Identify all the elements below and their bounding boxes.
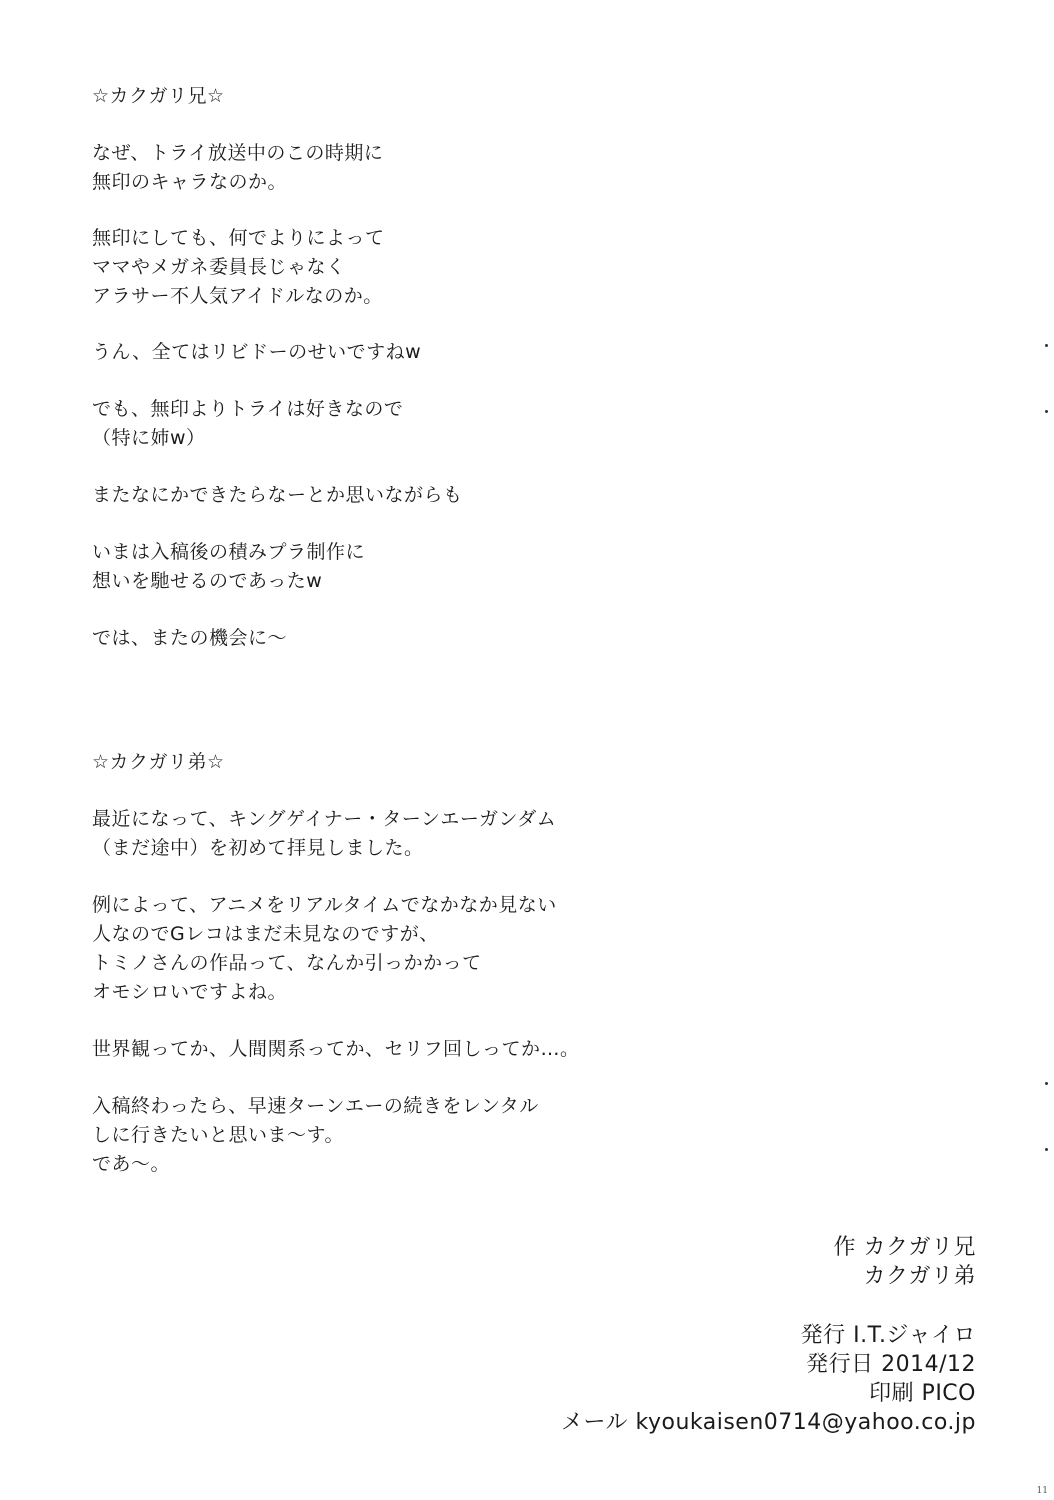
text-line: であ～。 (92, 1153, 171, 1175)
text-line: しに行きたいと思いま～す。 (92, 1124, 344, 1146)
text-line: では、またの機会に～ (92, 627, 288, 649)
colophon-printer: 印刷 PICO (869, 1381, 976, 1406)
text-line: またなにかできたらなーとか思いながらも (92, 484, 463, 506)
text-line: アラサー不人気アイドルなのか。 (92, 285, 383, 307)
text-line: 無印のキャラなのか。 (92, 171, 288, 193)
text-line: トミノさんの作品って、なんか引っかかって (92, 952, 482, 974)
colophon-author-2: カクガリ弟 (863, 1264, 976, 1289)
text-line: 最近になって、キングゲイナー・ターンエーガンダム (92, 808, 557, 830)
scan-mark (1045, 1148, 1048, 1151)
text-line: いまは入稿後の積みプラ制作に (92, 541, 366, 563)
section-heading-brother: ☆カクガリ兄☆ (92, 85, 225, 107)
colophon-publisher: 発行 I.T.ジャイロ (800, 1323, 976, 1348)
text-line: なぜ、トライ放送中のこの時期に (92, 142, 384, 164)
text-line: 入稿終わったら、早速ターンエーの続きをレンタル (92, 1095, 539, 1117)
text-line: 例によって、アニメをリアルタイムでなかなか見ない (92, 894, 557, 916)
scan-mark (1045, 410, 1048, 413)
text-line: （まだ途中）を初めて拝見しました。 (92, 837, 424, 859)
text-line: 世界観ってか、人間関系ってか、セリフ回しってか…。 (92, 1038, 580, 1060)
text-line: オモシロいですよね。 (92, 981, 288, 1003)
text-line: ママやメガネ委員長じゃなく (92, 256, 346, 278)
scan-mark (1045, 1082, 1048, 1085)
colophon-mail: メール kyoukaisen0714@yahoo.co.jp (560, 1410, 976, 1435)
section-heading-younger: ☆カクガリ弟☆ (92, 751, 225, 773)
text-line: 人なのでGレコはまだ未見なのですが、 (92, 923, 439, 945)
scan-mark (1045, 344, 1048, 347)
text-line: うん、全てはリビドーのせいですねw (92, 341, 422, 363)
text-line: でも、無印よりトライは好きなので (92, 398, 404, 420)
colophon-date: 発行日 2014/12 (806, 1352, 976, 1377)
text-line: （特に姉w） (92, 427, 206, 449)
text-line: 無印にしても、何でよりによって (92, 227, 385, 249)
colophon-author: 作 カクガリ兄 (833, 1235, 976, 1260)
text-line: 想いを馳せるのであったw (92, 570, 323, 592)
page-number: 11 (1036, 1486, 1048, 1496)
